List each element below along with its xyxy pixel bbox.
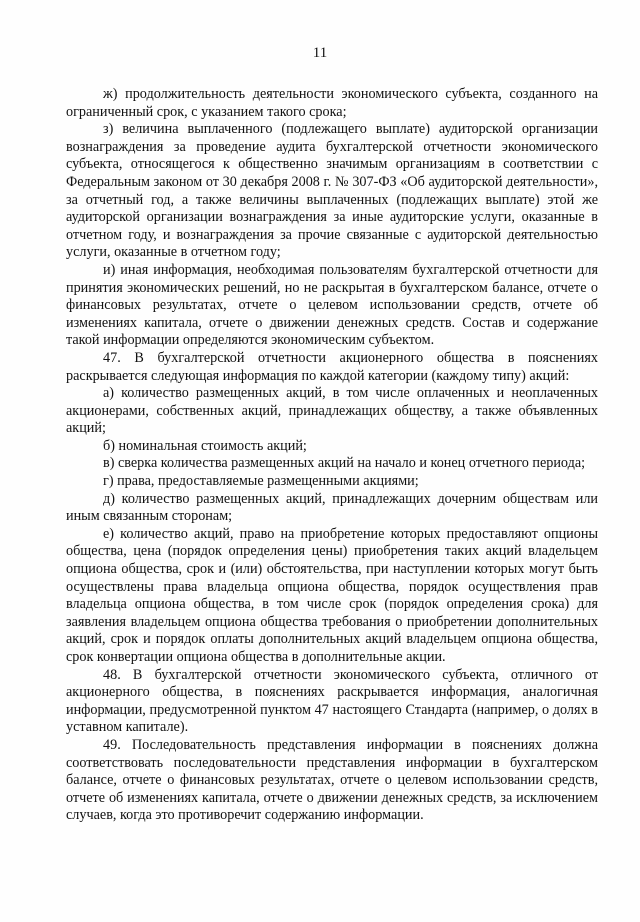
paragraph-g-share-rights: г) права, предоставляемые размещенными акциями;: [103, 473, 419, 490]
paragraph-b-nominal-value: б) номинальная стоимость акций;: [103, 437, 307, 454]
paragraph-48-other-entities: 48. В бухгалтерской отчетности экономического субъекта, отличного от акционерного общества, в пояснениях раскрывается информация, аналогичная информации, предусмотренной пунктом 47 настоящего Стандарта (например, о долях в уставном капитале).: [66, 666, 598, 736]
paragraph-zh-duration: ж) продолжительность деятельности экономического субъекта, созданного на ограниченный срок, с указанием такого срока;: [66, 86, 598, 120]
paragraph-v-share-reconciliation: в) сверка количества размещенных акций на начало и конец отчетного периода;: [103, 455, 586, 472]
paragraph-e-options: е) количество акций, право на приобретение которых предоставляют опционы общества, цена (порядок определения цены) приобретения таких акций владельцем опциона общества, срок и (или) обстоятельства, при наступлении которых могут быть осуществлены права владельца опциона общества, порядок осуществления прав владельца опциона общества, в том числе срок (порядок определения срока) для заявления владельцем опциона общества требования о приобретении дополнительных акций, срок и порядок оплаты дополнительных акций владельцем опциона общества, срок конвертации опциона общества в дополнительные акции.: [66, 525, 598, 665]
page-number: 11: [312, 45, 328, 61]
paragraph-i-other-information: и) иная информация, необходимая пользователям бухгалтерской отчетности для принятия экономических решений, но не раскрытая в бухгалтерском балансе, отчете о финансовых результатах, отчете о целевом использовании средств, отчете об изменениях капитала, отчете о движении денежных средств. Состав и содержание такой информации определяются экономическим субъектом.: [66, 261, 598, 349]
paragraph-z-auditor-fee: з) величина выплаченного (подлежащего выплате) аудиторской организации вознаграждения за проведение аудита бухгалтерской отчетности экономического субъекта, относящегося к общественно значимым организациям в соответствии с Федеральным законом от 30 декабря 2008 г. № 307-ФЗ «Об аудиторской деятельности», за отчетный год, а также величины выплаченных (подлежащих выплате) этой же аудиторской организации вознаграждения за иные аудиторские услуги, оказанные в отчетном году, и вознаграждения за прочие связанные с аудиторской деятельностью услуги, оказанные в отчетном году;: [66, 121, 598, 261]
paragraph-47-joint-stock-disclosure: 47. В бухгалтерской отчетности акционерного общества в пояснениях раскрывается следующая информация по каждой категории (каждому типу) акций:: [66, 349, 598, 384]
paragraph-d-subsidiary-shares: д) количество размещенных акций, принадлежащих дочерним обществам или иным связанным сторонам;: [66, 490, 598, 525]
page-body: [66, 86, 598, 825]
paragraph-a-share-count: а) количество размещенных акций, в том числе оплаченных и неоплаченных акционерами, собственных акций, принадлежащих обществу, а также объявленных акций;: [66, 385, 598, 437]
paragraph-49-presentation-order: 49. Последовательность представления информации в пояснениях должна соответствовать последовательности представления информации в бухгалтерском балансе, отчете о финансовых результатах, отчете о целевом использовании средств, отчете об изменениях капитала, отчете о движении денежных средств, за исключением случаев, когда это противоречит содержанию информации.: [66, 736, 598, 824]
